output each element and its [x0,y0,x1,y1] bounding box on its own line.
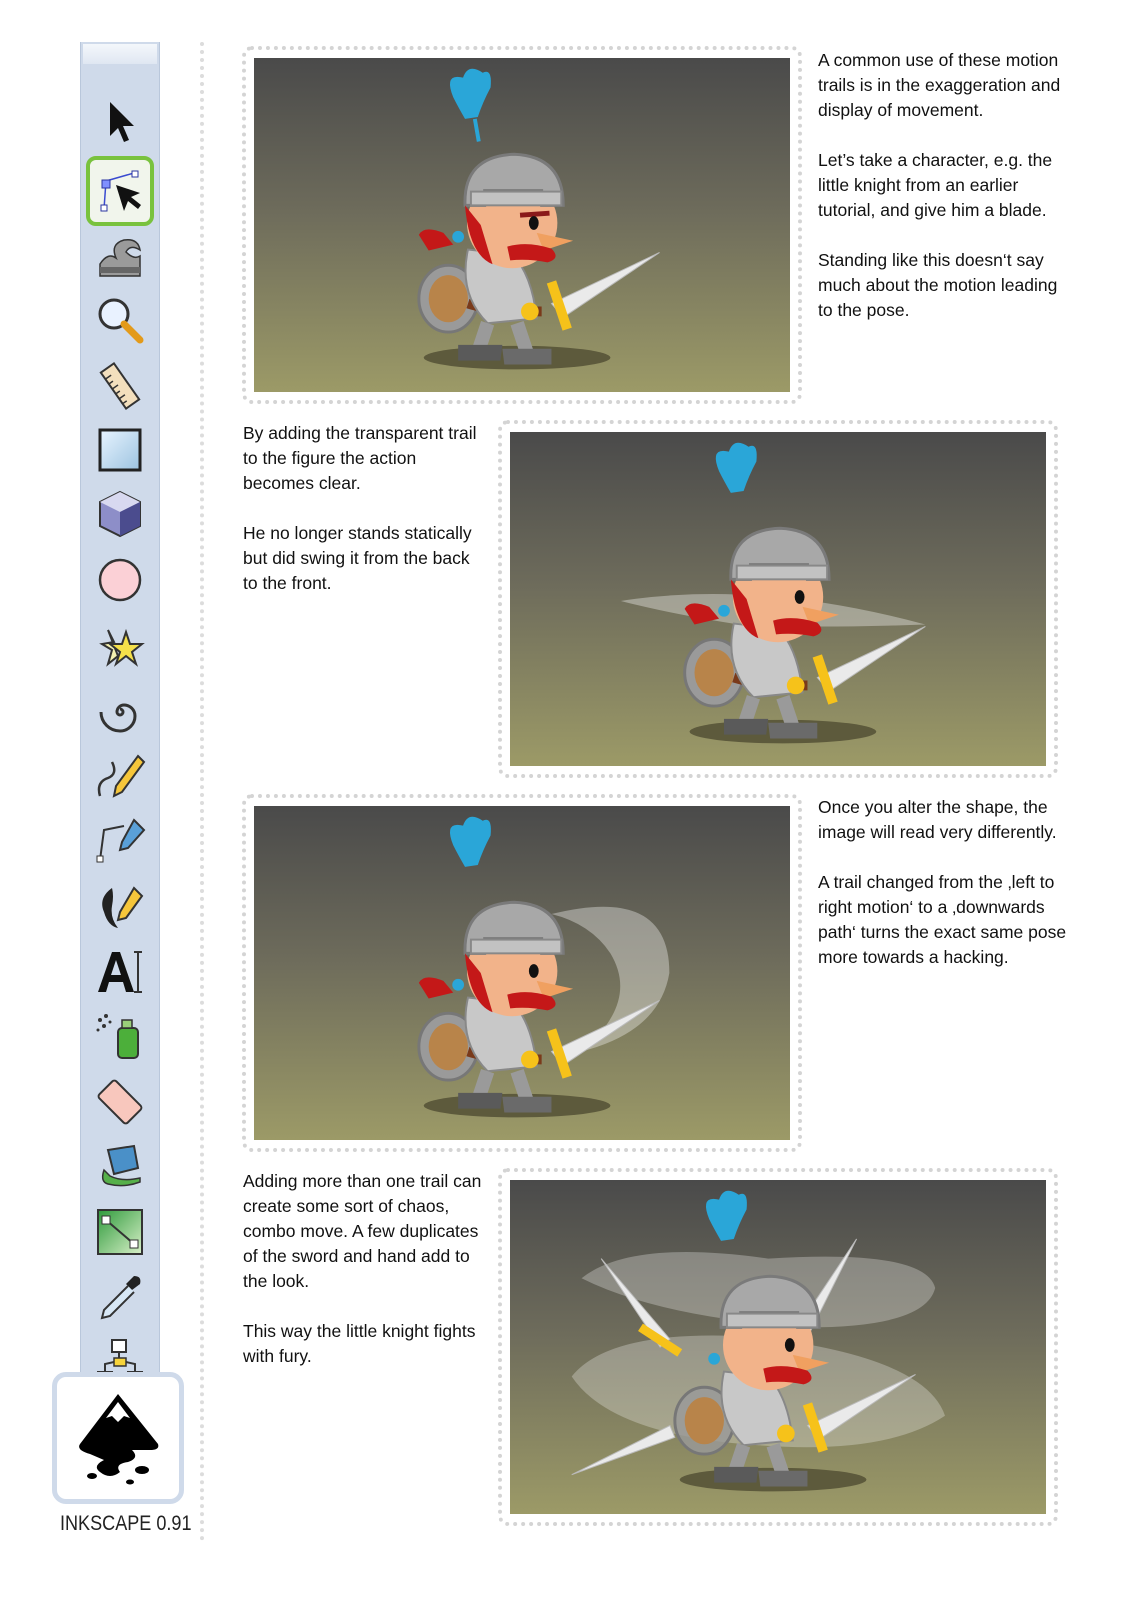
section-combo-text [243,1169,488,1394]
measure-icon [94,360,146,412]
zoom-tool[interactable] [88,290,152,350]
inkscape-logo [52,1372,184,1504]
selector-tool[interactable] [88,92,152,152]
knight-downward-trail-art [254,806,790,1140]
spiral-tool[interactable] [88,682,152,742]
spray-tool[interactable] [88,1006,152,1066]
inkscape-toolbox [80,42,160,1402]
illustration-knight-horizontal-trail [498,420,1058,778]
gradient-icon [94,1206,146,1258]
tweak-icon [94,230,146,282]
paragraph: Once you alter the shape, the image will read very differently. [818,797,1057,842]
ellipse-tool[interactable] [88,550,152,610]
illustration-knight-downward-trail [242,794,802,1152]
knight-combo-art [510,1180,1046,1514]
text-tool[interactable] [88,942,152,1002]
rectangle-tool[interactable] [88,420,152,480]
paragraph: By adding the transparent trail to the figure the action becomes clear. [243,423,477,493]
paragraph: A common use of these motion trails is in the exaggeration and display of movement. [818,50,1061,120]
knight-horizontal-trail-art [510,432,1046,766]
node-editor-icon [94,165,146,217]
spray-icon [94,1010,146,1062]
pen-icon [94,816,146,868]
pencil-tool[interactable] [88,748,152,808]
knight-standing-art [254,58,790,392]
pen-tool[interactable] [88,812,152,872]
calligraphy-tool[interactable] [88,878,152,938]
section-downward-trail-text [818,795,1068,995]
paragraph: This way the little knight fights with fury. [243,1321,476,1366]
page-divider [200,42,204,1542]
paragraph: He no longer stands statically but did swing it from the back to the front. [243,523,472,593]
gradient-tool[interactable] [88,1202,152,1262]
inkscape-logo-icon [70,1388,166,1488]
rectangle-icon [94,424,146,476]
dropper-icon [94,1270,146,1322]
ellipse-icon [94,554,146,606]
section-horizontal-trail-text [243,421,488,621]
star-icon [94,620,146,672]
paint-bucket-icon [94,1140,146,1192]
text-icon [94,946,146,998]
paragraph: A trail changed from the ‚left to right motion‘ to a ‚downwards path‘ turns the exact same pose more towards a hacking. [818,872,1067,967]
section-plain-text [818,48,1068,348]
measure-tool[interactable] [88,356,152,416]
paint-bucket-tool[interactable] [88,1136,152,1196]
illustration-knight-combo [498,1168,1058,1526]
selector-icon [94,96,146,148]
illustration-knight-plain [242,46,802,404]
dropper-tool[interactable] [88,1266,152,1326]
toolbox-handle[interactable] [83,44,157,64]
paragraph: Let’s take a character, e.g. the little knight from an earlier tutorial, and give him a blade. [818,150,1053,220]
3d-box-tool[interactable] [88,484,152,544]
calligraphy-icon [94,882,146,934]
eraser-tool[interactable] [88,1072,152,1132]
star-tool[interactable] [88,616,152,676]
node-editor-tool[interactable] [86,156,154,226]
paragraph: Adding more than one trail can create some sort of chaos, combo move. A few duplicates of the sword and hand add to the look. [243,1171,482,1291]
pencil-icon [94,752,146,804]
spiral-icon [94,686,146,738]
inkscape-version-label: INKSCAPE 0.91 [60,1512,192,1535]
eraser-icon [94,1076,146,1128]
3d-box-icon [94,488,146,540]
tweak-tool[interactable] [88,226,152,286]
zoom-icon [94,294,146,346]
paragraph: Standing like this doesn‘t say much about the motion leading to the pose. [818,250,1058,320]
